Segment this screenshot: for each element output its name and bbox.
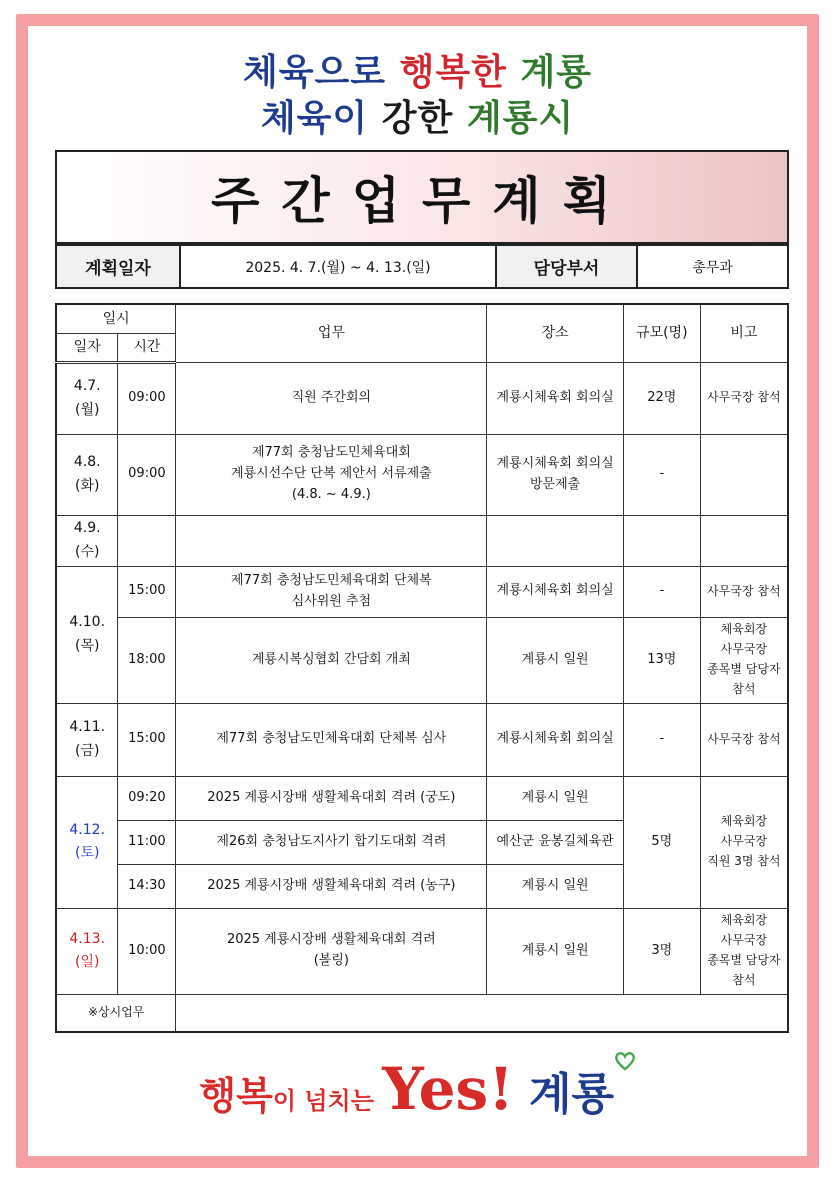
row-scale: 13명 [623, 617, 700, 703]
row-scale [623, 515, 700, 566]
table-row [56, 515, 788, 566]
row-task: 2025 계룡시장배 생활체육대회 격려 (궁도) [176, 776, 487, 820]
row-time: 09:00 [118, 434, 176, 515]
row-date: 4.11. (금) [56, 703, 118, 776]
row-task [176, 515, 487, 566]
slogan-line-1 [0, 44, 835, 95]
slogan-1-part-3: 계룡 [520, 52, 593, 93]
row-scale: - [623, 566, 700, 617]
table-row [56, 566, 788, 617]
row-place: 예산군 윤봉길체육관 [487, 820, 624, 864]
header-time: 시간 [118, 333, 176, 362]
footer-part-1: 행복 [199, 1074, 273, 1118]
row-task: 제26회 충청남도지사기 합기도대회 격려 [176, 820, 487, 864]
row-note [700, 434, 788, 515]
row-note: 사무국장 참석 [700, 703, 788, 776]
table-row [56, 994, 788, 1032]
row-note: 체육회장 사무국장 종목별 담당자 참석 [700, 908, 788, 994]
row-date: 4.7. (월) [56, 362, 118, 434]
row-task: 2025 계룡시장배 생활체육대회 격려 (농구) [176, 864, 487, 908]
header-date: 일자 [56, 333, 118, 362]
plan-info-table [55, 244, 789, 289]
header-note: 비고 [700, 304, 788, 362]
row-date: 4.8. (화) [56, 434, 118, 515]
row-time: 11:00 [118, 820, 176, 864]
row-note [700, 515, 788, 566]
dept-value: 총무과 [637, 245, 788, 288]
row-place: 계룡시 일원 [487, 908, 624, 994]
plan-date-label: 계획일자 [56, 245, 180, 288]
row-scale: - [623, 703, 700, 776]
title-banner [55, 150, 789, 244]
row-time: 10:00 [118, 908, 176, 994]
footer-part-2: 이 넘치는 [272, 1087, 383, 1115]
row-time: 09:00 [118, 362, 176, 434]
slogan-line-2 [0, 90, 835, 141]
header-place: 장소 [487, 304, 624, 362]
row-scale: 22명 [623, 362, 700, 434]
row-task: 제77회 충청남도민체육대회 단체복 심사 [176, 703, 487, 776]
table-row [56, 362, 788, 434]
page-title: 주간업무계획 [211, 172, 633, 230]
row-date: 4.10. (목) [56, 566, 118, 703]
row-place: 계룡시 일원 [487, 864, 624, 908]
row-place: 계룡시 일원 [487, 776, 624, 820]
row-task: 2025 계룡시장배 생활체육대회 격려 (볼링) [176, 908, 487, 994]
row-note: 사무국장 참석 [700, 566, 788, 617]
slogan-1-part-1: 체육으로 [242, 52, 400, 93]
row-date: 4.12. (토) [56, 776, 118, 908]
table-row [56, 703, 788, 776]
regular-task-label: ※상시업무 [56, 994, 176, 1032]
table-row [56, 617, 788, 703]
table-row [56, 776, 788, 820]
table-row [56, 434, 788, 515]
regular-task-value [176, 994, 788, 1032]
row-time: 18:00 [118, 617, 176, 703]
row-time: 15:00 [118, 566, 176, 617]
slogan-2-part-2: 강한 [381, 98, 467, 139]
header-datetime: 일시 [56, 304, 176, 333]
row-scale: 5명 [623, 776, 700, 908]
row-task: 제77회 충청남도민체육대회 계룡시선수단 단복 제안서 서류제출 (4.8. ~ 4.9.) [176, 434, 487, 515]
plan-date-value: 2025. 4. 7.(월) ~ 4. 13.(일) [180, 245, 496, 288]
row-scale: - [623, 434, 700, 515]
slogan-2-part-3: 계룡시 [466, 98, 575, 139]
header-scale: 규모(명) [623, 304, 700, 362]
row-place: 계룡시 일원 [487, 617, 624, 703]
slogan-1-part-2: 행복한 [399, 52, 521, 93]
row-note: 체육회장 사무국장 직원 3명 참석 [700, 776, 788, 908]
row-time [118, 515, 176, 566]
schedule-table [55, 303, 789, 1033]
row-date: 4.13. (일) [56, 908, 118, 994]
row-task: 제77회 충청남도민체육대회 단체복 심사위원 추첨 [176, 566, 487, 617]
header-task: 업무 [176, 304, 487, 362]
row-date: 4.9. (수) [56, 515, 118, 566]
row-note: 체육회장 사무국장 종목별 담당자 참석 [700, 617, 788, 703]
row-place: 계룡시체육회 회의실 [487, 703, 624, 776]
row-time: 14:30 [118, 864, 176, 908]
row-note: 사무국장 참석 [700, 362, 788, 434]
row-task: 직원 주간회의 [176, 362, 487, 434]
slogan-2-part-1: 체육이 [260, 98, 382, 139]
footer-part-4: 계룡 [513, 1069, 614, 1120]
row-place: 계룡시체육회 회의실 [487, 362, 624, 434]
row-scale: 3명 [623, 908, 700, 994]
dept-label: 담당부서 [496, 245, 637, 288]
table-row [56, 908, 788, 994]
heart-icon [614, 1051, 636, 1071]
row-time: 09:20 [118, 776, 176, 820]
row-task: 계룡시복싱협회 간담회 개최 [176, 617, 487, 703]
row-place [487, 515, 624, 566]
footer-logo [0, 1055, 835, 1123]
footer-part-3: Yes! [382, 1055, 514, 1123]
row-place: 계룡시체육회 회의실 방문제출 [487, 434, 624, 515]
row-time: 15:00 [118, 703, 176, 776]
row-place: 계룡시체육회 회의실 [487, 566, 624, 617]
